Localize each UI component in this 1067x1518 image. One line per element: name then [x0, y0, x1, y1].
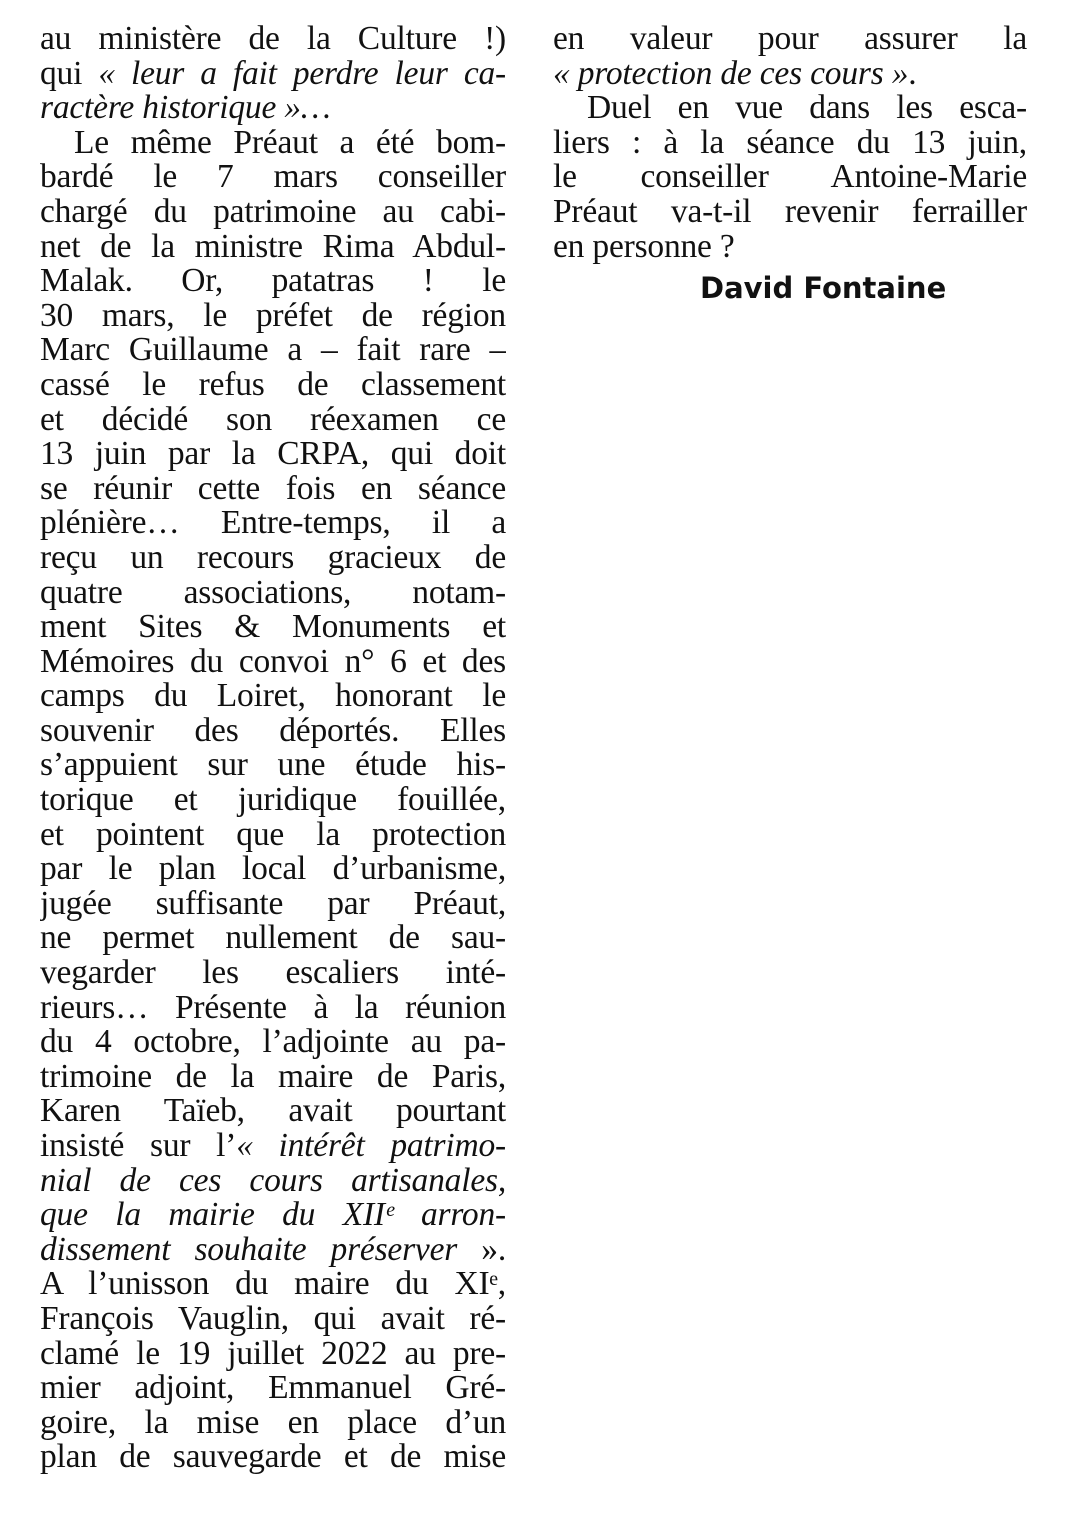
text-line: ment Sites & Monuments et: [40, 610, 506, 645]
text-line: Préaut va-t-il revenir ferrailler: [553, 194, 1027, 230]
italic-quote: « protection de ces cours »: [553, 56, 909, 92]
text-line: se réunir cette fois en séance: [40, 471, 506, 507]
text-line: rieurs… Présente à la réunion: [40, 990, 506, 1026]
text-line: quatre associations, notam-: [40, 575, 506, 611]
text-line: vegarder les escaliers inté-: [40, 956, 506, 991]
text-line: en valeur pour assurer la: [553, 22, 1027, 57]
text-line: cassé le refus de classement: [40, 367, 506, 403]
text-line: plan de sauvegarde et de mise: [40, 1440, 506, 1475]
text-line: net de la ministre Rima Abdul-: [40, 229, 506, 265]
text-line: plénière… Entre-temps, il a: [40, 506, 506, 541]
italic-quote: « leur a fait perdre leur ca-: [98, 56, 506, 92]
text-line: et décidé son réexamen ce: [40, 402, 506, 438]
text-segment: ».: [457, 1232, 506, 1268]
article-column-right: [553, 22, 1027, 264]
text-line: [40, 91, 506, 126]
italic-quote: « intérêt patrimo-: [236, 1129, 506, 1164]
text-line: [40, 1129, 506, 1164]
text-line: Marc Guillaume a – fait rare –: [40, 333, 506, 368]
text-line: au ministère de la Culture !): [40, 22, 506, 57]
text-line: Le même Préaut a été bom-: [74, 125, 506, 161]
text-line: ne permet nullement de sau-: [40, 921, 506, 957]
text-line: par le plan local d’urbanisme,: [40, 852, 506, 887]
text-line: [553, 57, 1027, 92]
article-column-left: [40, 22, 506, 1475]
text-line: reçu un recours gracieux de: [40, 540, 506, 576]
text-line: le conseiller Antoine-Marie: [553, 160, 1027, 195]
text-line: [40, 1233, 506, 1268]
text-line: Karen Taïeb, avait pourtant: [40, 1094, 506, 1129]
text-line: souvenir des déportés. Elles: [40, 713, 506, 749]
text-line: camps du Loiret, honorant le: [40, 679, 506, 714]
text-line: bardé le 7 mars conseiller: [40, 160, 506, 195]
text-line: du 4 octobre, l’adjointe au pa-: [40, 1025, 506, 1060]
text-line: [40, 57, 506, 92]
text-line: chargé du patrimoine au cabi-: [40, 194, 506, 230]
text-segment: .: [908, 56, 917, 92]
text-line: liers : à la séance du 13 juin,: [553, 125, 1027, 161]
author-byline: David Fontaine: [700, 271, 947, 305]
text-line: torique et juridique fouillée,: [40, 783, 506, 818]
text-line: 13 juin par la CRPA, qui doit: [40, 437, 506, 472]
text-line: Mémoires du convoi n° 6 et des: [40, 644, 506, 680]
text-line: s’appuient sur une étude his-: [40, 748, 506, 784]
text-line: goire, la mise en place d’un: [40, 1405, 506, 1441]
text-segment: insisté sur l’: [40, 1129, 237, 1164]
italic-quote: nial de ces cours artisanales,: [40, 1163, 506, 1199]
text-segment: qui: [40, 56, 99, 92]
text-line: jugée suffisante par Préaut,: [40, 886, 506, 922]
text-line: et pointent que la protection: [40, 817, 506, 853]
text-line: clamé le 19 juillet 2022 au pre-: [40, 1336, 506, 1372]
text-line: A l’unisson du maire du XIᵉ,: [40, 1267, 506, 1302]
text-line: mier adjoint, Emmanuel Gré-: [40, 1371, 506, 1406]
italic-quote: que la mairie du XIIᵉ arron-: [40, 1198, 506, 1233]
text-line: François Vauglin, qui avait ré-: [40, 1301, 506, 1337]
text-line: 30 mars, le préfet de région: [40, 298, 506, 334]
italic-quote: ractère historique »…: [40, 91, 331, 126]
text-line: [40, 1198, 506, 1233]
text-line: trimoine de la maire de Paris,: [40, 1059, 506, 1095]
text-line: Duel en vue dans les esca-: [587, 91, 1027, 126]
text-line: Malak. Or, patatras ! le: [40, 264, 506, 299]
italic-quote: dissement souhaite préserver: [40, 1232, 458, 1268]
text-line: [40, 1164, 506, 1199]
text-line: en personne ?: [553, 229, 735, 265]
